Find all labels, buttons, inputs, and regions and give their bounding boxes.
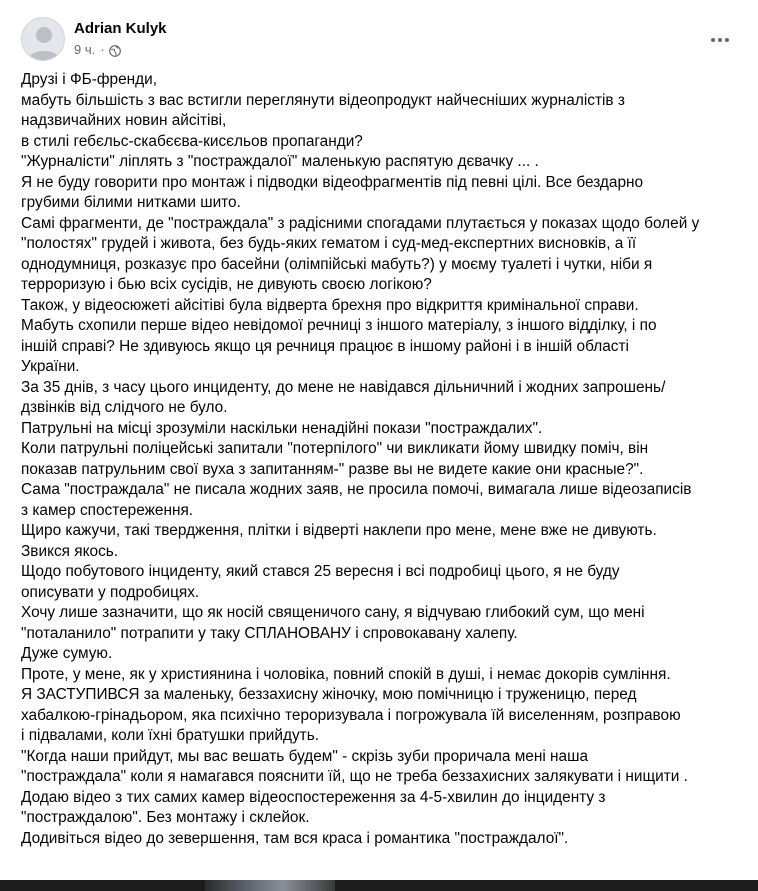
post-text-line: Мабуть схопили перше відео невідомої речниці з іншого матеріалу, з іншого відділку, і по bbox=[21, 317, 657, 334]
post-video-preview[interactable] bbox=[0, 880, 758, 891]
post-text-line: в стилі гебєльс-скабєєва-кисєльов пропаганди? bbox=[21, 132, 363, 150]
video-thumbnail-fragment bbox=[205, 880, 335, 891]
post-text-line: терроризую і бью всіх сусідів, не дивують своєю логікою? bbox=[21, 276, 432, 293]
post-text-line: "постраждала" коли я намагався пояснити їй, що не треба беззахисних залякувати і нищити . bbox=[21, 768, 688, 785]
post-text-line: Самі фрагменти, де "постраждала" з радісними спогадами плутається у показах щодо болей у bbox=[21, 214, 700, 232]
post-text-line: іншій справі? Не здивуюсь якщо ця речниця працює в іншому районі і в іншій області bbox=[21, 337, 629, 355]
post-text-line: хабалкою-грінадьором, яка психічно тероризувала і погрожувала їй виселенням, розправою bbox=[21, 706, 681, 724]
post-meta bbox=[74, 19, 167, 59]
post-text-line: Я не буду говорити про монтаж і підводки відеофрагментів під певні цілі. Все бездарно bbox=[21, 173, 644, 191]
post-text-line: Додивіться відео до зевершення, там вся краса і романтика "постраждалої". bbox=[21, 829, 569, 847]
post-text-line: Друзі і ФБ-френди, bbox=[21, 71, 158, 88]
post-subline bbox=[74, 41, 167, 59]
post-header bbox=[21, 15, 167, 63]
meta-separator: · bbox=[100, 42, 105, 57]
post-text-line: "поталанило" потрапити у таку СПЛАНОВАНУ і спровокавану халепу. bbox=[21, 624, 518, 642]
post-text-line: Сама "постраждала" не писала жодних заяв, не просила помочі, вимагала лише відеозаписів bbox=[21, 481, 692, 498]
post-text-line: Також, у відеосюжеті айсітіві була відверта брехня про відкриття кримінальної справи. bbox=[21, 296, 639, 314]
post-text-line: з камер спостереження. bbox=[21, 501, 194, 519]
post-text-line: описувати у подробицях. bbox=[21, 583, 200, 601]
post-text-line: мабуть більшість з вас встигли переглянути відеопродукт найчесніших журналістів з bbox=[21, 91, 625, 109]
avatar[interactable] bbox=[21, 17, 65, 61]
post-text-line: грубими білими нитками шито. bbox=[21, 194, 241, 211]
post-text-line: дзвінків від слідчого не було. bbox=[21, 399, 228, 416]
post-body bbox=[21, 70, 736, 849]
post-text-line: "постраждалою". Без монтажу і склейок. bbox=[21, 809, 310, 826]
more-options-button[interactable] bbox=[702, 22, 738, 58]
post-text-line: Щиро кажучи, такі твердження, плітки і відверті наклепи про мене, мене вже не дивують. bbox=[21, 522, 657, 539]
post-text-line: однодумниця, розказує про басейни (олімпійські мабуть?) у моєму туалеті і чутки, ніби я bbox=[21, 255, 653, 273]
author-name[interactable]: Adrian Kulyk bbox=[74, 20, 167, 37]
post-text-line: Хочу лише зазначити, що як носій священичого сану, я відчуваю глибокий сум, що мені bbox=[21, 604, 645, 621]
post-text-line: показав патрульним свої вуха з запитанням-" разве вы не видете какие они красные?". bbox=[21, 460, 644, 478]
post-text-line: надзвичайних новин айсітіві, bbox=[21, 112, 227, 129]
post-text-line: України. bbox=[21, 358, 80, 375]
post-text-line: "Когда наши прийдут, мы вас вешать будем" - скрізь зуби проричала мені наша bbox=[21, 747, 589, 765]
post-text-line: Щодо побутового інциденту, який стався 25 вересня і всі подробиці цього, я не буду bbox=[21, 563, 620, 580]
post-timestamp[interactable]: 9 ч. bbox=[74, 42, 96, 57]
default-avatar-icon bbox=[22, 18, 65, 61]
post-text-line: Патрульні на місці зрозуміли наскільки ненадійні покази "постраждалих". bbox=[21, 419, 543, 437]
post-text-line: Дуже сумую. bbox=[21, 645, 113, 662]
post-text-line: Коли патрульні поліцейські запитали "потерпілого" чи викликати йому швидку поміч, він bbox=[21, 440, 649, 457]
post-text-line: Додаю відео з тих самих камер відеоспостереження за 4-5-хвилин до інциденту з bbox=[21, 788, 606, 806]
post-text-line: За 35 днів, з часу цього инциденту, до мене не навідався дільничний і жодних запрошень/ bbox=[21, 378, 666, 396]
post-text-line: Звикся якось. bbox=[21, 542, 119, 560]
post-text-line: Я ЗАСТУПИВСЯ за маленьку, беззахисну жіночку, мою помічницю і труженицю, перед bbox=[21, 686, 637, 703]
post-text-line: "полостях" грудей і живота, без будь-яких гематом і суд-мед-експертних висновків, а її bbox=[21, 235, 637, 252]
post-text-line: "Журналісти" ліплять з "постраждалої" маленькую распятую дєвачку ... . bbox=[21, 153, 539, 170]
globe-icon[interactable] bbox=[109, 44, 121, 56]
post-text-line: Проте, у мене, як у християнина і чоловіка, повний спокій в душі, і немає докорів сумління. bbox=[21, 665, 671, 683]
post-text-line: і підвалами, коли їхні братушки прийдуть. bbox=[21, 727, 319, 744]
more-horizontal-icon bbox=[711, 38, 729, 42]
